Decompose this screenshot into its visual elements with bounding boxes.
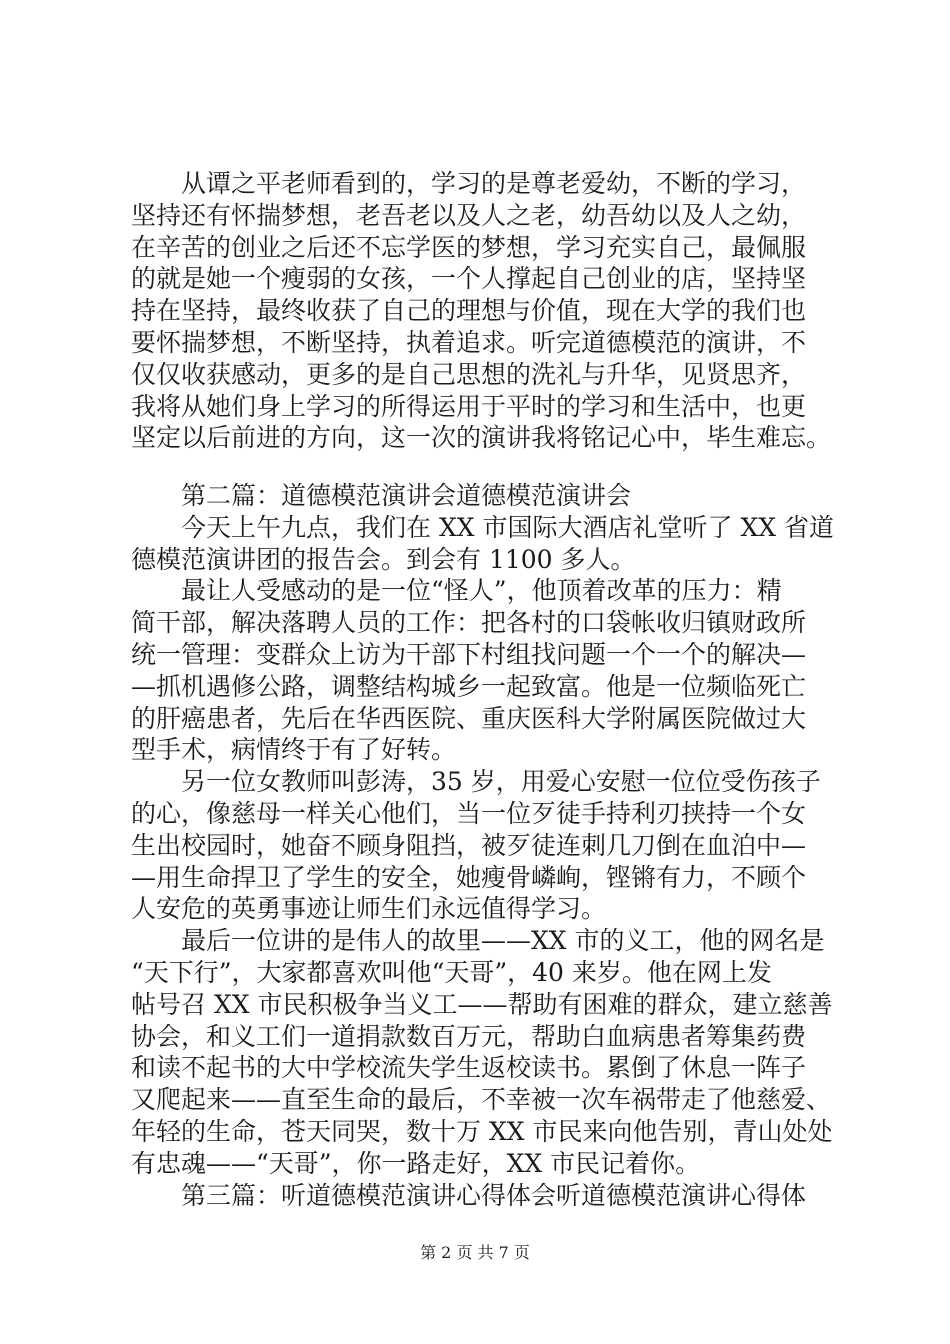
text-line: 型手术，病情终于有了好转。 [131,735,457,765]
text-line: 又爬起来——直至生命的最后，不幸被一次车祸带走了他慈爱、 [131,1085,832,1115]
text-line: 有忠魂——“天哥”，你一路走好，XX 市民记着你。 [131,1148,701,1178]
text-line: 统一管理：变群众上访为干部下村组找问题一个一个的解决— [131,639,807,669]
text-line: 从谭之平老师看到的，学习的是尊老爱幼，不断的学习， [181,169,807,198]
text-line: 年轻的生命，苍天同哭，数十万 XX 市民来向他告别，青山处处 [131,1116,833,1146]
text-line: 另一位女教师叫彭涛，35 岁，用爱心安慰一位位受伤孩子 [181,767,821,797]
text-line: 的肝癌患者，先后在华西医院、重庆医科大学附属医院做过大 [131,703,807,733]
text-line: 今天上午九点，我们在 XX 市国际大酒店礼堂听了 XX 省道 [181,512,834,542]
text-line: 坚持还有怀揣梦想，老吾老以及人之老，幼吾幼以及人之幼， [131,200,807,230]
text-line: 协会，和义工们一道捐款数百万元，帮助白血病患者筹集药费 [131,1021,807,1051]
text-line: 德模范演讲团的报告会。到会有 1100 多人。 [131,544,636,574]
text-line: 人安危的英勇事迹让师生们永远值得学习。 [131,894,607,924]
section-heading: 第二篇：道德模范演讲会道德模范演讲会 [181,481,632,510]
text-line: 仅仅收获感动，更多的是自己思想的洗礼与升华，见贤思齐， [131,359,807,389]
text-line: —用生命捍卫了学生的安全，她瘦骨嶙峋，铿锵有力，不顾个 [131,862,807,892]
text-line: 生出校园时，她奋不顾身阻挡，被歹徒连刺几刀倒在血泊中— [131,830,807,860]
text-line: 的心，像慈母一样关心他们，当一位歹徒手持利刃挟持一个女 [131,798,807,828]
text-line: 在辛苦的创业之后还不忘学医的梦想，学习充实自己，最佩服 [131,232,807,262]
section-heading: 第三篇：听道德模范演讲心得体会听道德模范演讲心得体 [181,1180,807,1210]
text-line: 和读不起书的大中学校流失学生返校读书。累倒了休息一阵子 [131,1053,807,1083]
text-line: 我将从她们身上学习的所得运用于平时的学习和生活中，也更 [131,391,807,421]
page-footer: 第 2 页 共 7 页 [420,1243,530,1262]
text-line: 最后一位讲的是伟人的故里——XX 市的义工，他的网名是 [181,926,825,956]
text-line: 的就是她一个瘦弱的女孩，一个人撑起自己创业的店，坚持坚 [131,264,807,294]
text-line: 要怀揣梦想，不断坚持，执着追求。听完道德模范的演讲，不 [131,327,807,357]
text-line: “天下行”，大家都喜欢叫他“天哥”，40 来岁。他在网上发 [131,957,772,987]
text-line: 持在坚持，最终收获了自己的理想与价值，现在大学的我们也 [131,296,807,326]
text-line: —抓机遇修公路，调整结构城乡一起致富。他是一位频临死亡 [131,671,807,701]
paragraph-section1 [131,168,841,454]
text-line: 帖号召 XX 市民积极争当义工——帮助有困难的群众，建立慈善 [131,989,833,1019]
text-line: 最让人受感动的是一位“怪人”，他顶着改革的压力：精 [181,576,782,606]
text-line: 坚定以后前进的方向，这一次的演讲我将铭记心中，毕生难忘。 [131,423,832,453]
text-line: 简干部，解决落聘人员的工作：把各村的口袋帐收归镇财政所 [131,608,807,638]
section2 [131,480,841,1211]
